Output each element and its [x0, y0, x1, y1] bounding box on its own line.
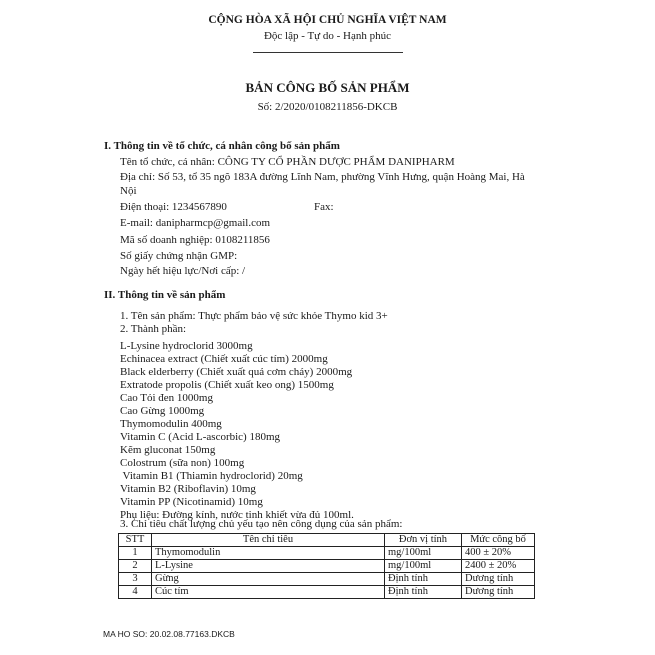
row-unit: Định tính — [385, 573, 462, 586]
ingredient-item: Vitamin C (Acid L-ascorbic) 180mg — [120, 431, 281, 443]
business-code: Mã số doanh nghiệp: 0108211856 — [120, 234, 270, 246]
ingredient-item: Kẽm gluconat 150mg — [120, 444, 216, 456]
expiry: Ngày hết hiệu lực/Nơi cấp: / — [120, 265, 246, 277]
ingredient-item: Cao Gừng 1000mg — [120, 405, 205, 417]
table-row — [119, 547, 535, 560]
ingredient-item: Echinacea extract (Chiết xuất cúc tím) 2000mg — [120, 353, 328, 365]
ingredient-item: Phụ liệu: Đường kính, nước tinh khiết vừa đủ 100ml. — [120, 509, 354, 521]
nation-heading: CỘNG HÒA XÃ HỘI CHỦ NGHĨA VIỆT NAM — [208, 14, 447, 26]
table-row — [119, 573, 535, 586]
product-name: 1. Tên sản phẩm: Thực phẩm bảo vệ sức khỏe Thymo kid 3+ — [120, 310, 388, 322]
row-unit: mg/100ml — [385, 560, 462, 573]
header-criteria: Tên chỉ tiêu — [152, 534, 385, 547]
document-title: BẢN CÔNG BỐ SẢN PHẨM — [245, 80, 410, 95]
document-number: Số: 2/2020/0108211856-DKCB — [257, 101, 398, 113]
row-stt: 1 — [119, 547, 152, 560]
org-name: Tên tổ chức, cá nhân: CÔNG TY CỔ PHẦN DƯỢC PHẨM DANIPHARM — [120, 156, 455, 168]
row-criteria: Gừng — [152, 573, 385, 586]
fax: Fax: — [314, 201, 334, 213]
row-level: Dương tính — [462, 586, 535, 599]
row-level: 2400 ± 20% — [462, 560, 535, 573]
quality-heading: 3. Chỉ tiêu chất lượng chủ yếu tạo nên công dụng của sản phẩm: — [120, 518, 403, 530]
row-level: 400 ± 20% — [462, 547, 535, 560]
table-row — [119, 560, 535, 573]
address-line1: Địa chỉ: Số 53, tổ 35 ngõ 183A đường Lĩnh Nam, phường Vĩnh Hưng, quận Hoàng Mai, Hà — [120, 171, 525, 183]
gmp-number: Số giấy chứng nhận GMP: — [120, 250, 238, 262]
row-stt: 2 — [119, 560, 152, 573]
header-unit: Đơn vị tính — [385, 534, 462, 547]
ingredient-item: Colostrum (sữa non) 100mg — [120, 457, 245, 469]
row-stt: 3 — [119, 573, 152, 586]
ingredient-item: Extratode propolis (Chiết xuất keo ong) 1500mg — [120, 379, 334, 391]
ingredient-item: Cao Tỏi đen 1000mg — [120, 392, 213, 404]
ingredient-item: Vitamin B1 (Thiamin hydroclorid) 20mg — [120, 470, 303, 482]
row-unit: mg/100ml — [385, 547, 462, 560]
dossier-code: MA HO SO: 20.02.08.77163.DKCB — [103, 629, 235, 639]
phone: Điện thoại: 1234567890 — [120, 201, 227, 213]
ingredient-item: Black elderberry (Chiết xuất quả cơm cháy) 2000mg — [120, 366, 353, 378]
header-stt: STT — [119, 534, 152, 547]
row-level: Dương tính — [462, 573, 535, 586]
ingredient-item: Vitamin PP (Nicotinamid) 10mg — [120, 496, 263, 508]
row-criteria: Thymomodulin — [152, 547, 385, 560]
section2-heading: II. Thông tin về sản phẩm — [104, 289, 226, 301]
row-stt: 4 — [119, 586, 152, 599]
table-header-row — [119, 534, 535, 547]
row-criteria: L-Lysine — [152, 560, 385, 573]
table-row — [119, 586, 535, 599]
header-divider — [253, 52, 403, 53]
section1-heading: I. Thông tin về tổ chức, cá nhân công bố sản phẩm — [104, 140, 340, 152]
row-unit: Định tính — [385, 586, 462, 599]
address-line2: Nội — [120, 185, 137, 197]
row-criteria: Cúc tím — [152, 586, 385, 599]
email: E-mail: danipharmcp@gmail.com — [120, 217, 271, 229]
motto: Độc lập - Tự do - Hạnh phúc — [263, 30, 392, 42]
quality-table — [118, 533, 535, 599]
composition-heading: 2. Thành phần: — [120, 323, 187, 335]
ingredient-item: Thymomodulin 400mg — [120, 418, 222, 430]
ingredient-item: L-Lysine hydroclorid 3000mg — [120, 340, 253, 352]
header-level: Mức công bố — [462, 534, 535, 547]
ingredient-item: Vitamin B2 (Riboflavin) 10mg — [120, 483, 256, 495]
